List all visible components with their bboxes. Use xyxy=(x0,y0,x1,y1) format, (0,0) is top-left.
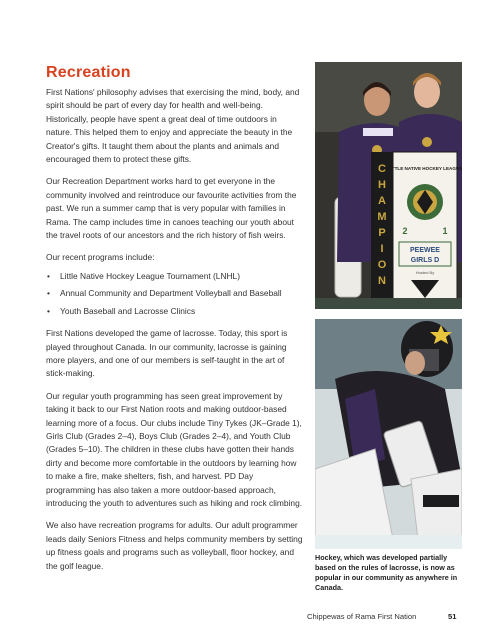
program-item: • Annual Community and Department Volleyball and Baseball xyxy=(46,287,304,300)
footer-publisher: Chippewas of Rama First Nation xyxy=(307,612,417,621)
banner-arc-text: LITTLE NATIVE HOCKEY LEAGUE xyxy=(387,166,462,171)
photo-hockey-goalie xyxy=(315,319,462,549)
paragraph-adult-programs: We also have recreation programs for adults. Our adult programmer leads daily Seniors Fitness and helps community members by setting up fitness goals and programs such as volleyball, floor hockey, and the golf league. xyxy=(46,520,303,571)
section-heading: Recreation xyxy=(46,64,131,81)
banner-letter: A xyxy=(378,195,386,207)
banner-hosted-by: Hosted By xyxy=(415,270,435,275)
paragraph-youth-programming: Our regular youth programming has seen great improvement by taking it back to our First Nation roots and making outdoor-based learning more of a focus. Our clubs include Tiny Tykes (JK–Grade 1), Girls Club (Grades 2–4), Boys Club (Grades 2–4), and Youth Club (Grades 5–10). The children in these clubs have gotten their hands dirty and become more comfortable in the outdoors by learning how to make a fire, make shelters, fish, and harvest. PD Day programming has also taken a more outdoor-based approach, introducing the youth to adventures such as hiking and rock climbing. xyxy=(46,390,303,508)
banner-division-line1: PEEWEE xyxy=(410,247,440,254)
body-text-column xyxy=(46,86,304,582)
banner-division-line2: GIRLS D xyxy=(410,257,440,264)
program-item: • Youth Baseball and Lacrosse Clinics xyxy=(46,305,304,318)
photo-champions-banner xyxy=(315,62,462,309)
banner-letter: M xyxy=(377,211,387,223)
banner-letter: P xyxy=(378,227,386,239)
banner-year-right: 1 xyxy=(442,226,448,236)
paragraph-recreation-department: Our Recreation Department works hard to get everyone in the community involved and reintroduce our favourite activities from the past. We run a summer camp that is very popular with families in Rama. The camp includes time in canoes teaching our youth about the travel roots of our ancestors and the rich history of fish weirs. xyxy=(46,176,297,241)
programs-list xyxy=(46,270,304,318)
banner-letter: N xyxy=(378,275,386,287)
banner-letter: H xyxy=(378,179,386,191)
goalie-photo-illustration xyxy=(315,319,462,549)
banner-year-left: 2 xyxy=(402,226,408,236)
champions-photo-illustration xyxy=(315,62,462,309)
photo-caption: Hockey, which was developed partially based on the rules of lacrosse, is now as popular in our community as anywhere in Canada. xyxy=(315,553,458,592)
paragraph-lacrosse: First Nations developed the game of lacrosse. Today, this sport is played throughout Canada. In our community, lacrosse is gaining more players, and one of our members is self-taught in the art of stick-making. xyxy=(46,328,288,379)
paragraph-philosophy: First Nations' philosophy advises that exercising the mind, body, and spirit should be part of every day for health and well-being. Historically, people have spent a great deal of time outdoors in nature. This helped them to enjoy and appreciate the beauty in the Creator's gifts. It taught them about the plants and animals and encouraged them to protect these gifts. xyxy=(46,87,300,165)
banner-letter: I xyxy=(380,243,384,255)
banner-letter: O xyxy=(377,259,387,271)
program-item: • Little Native Hockey League Tournament (LNHL) xyxy=(46,270,304,283)
page-number: 51 xyxy=(448,612,457,621)
banner-letter: C xyxy=(378,163,386,175)
paragraph-programs-intro: Our recent programs include: xyxy=(46,252,155,263)
